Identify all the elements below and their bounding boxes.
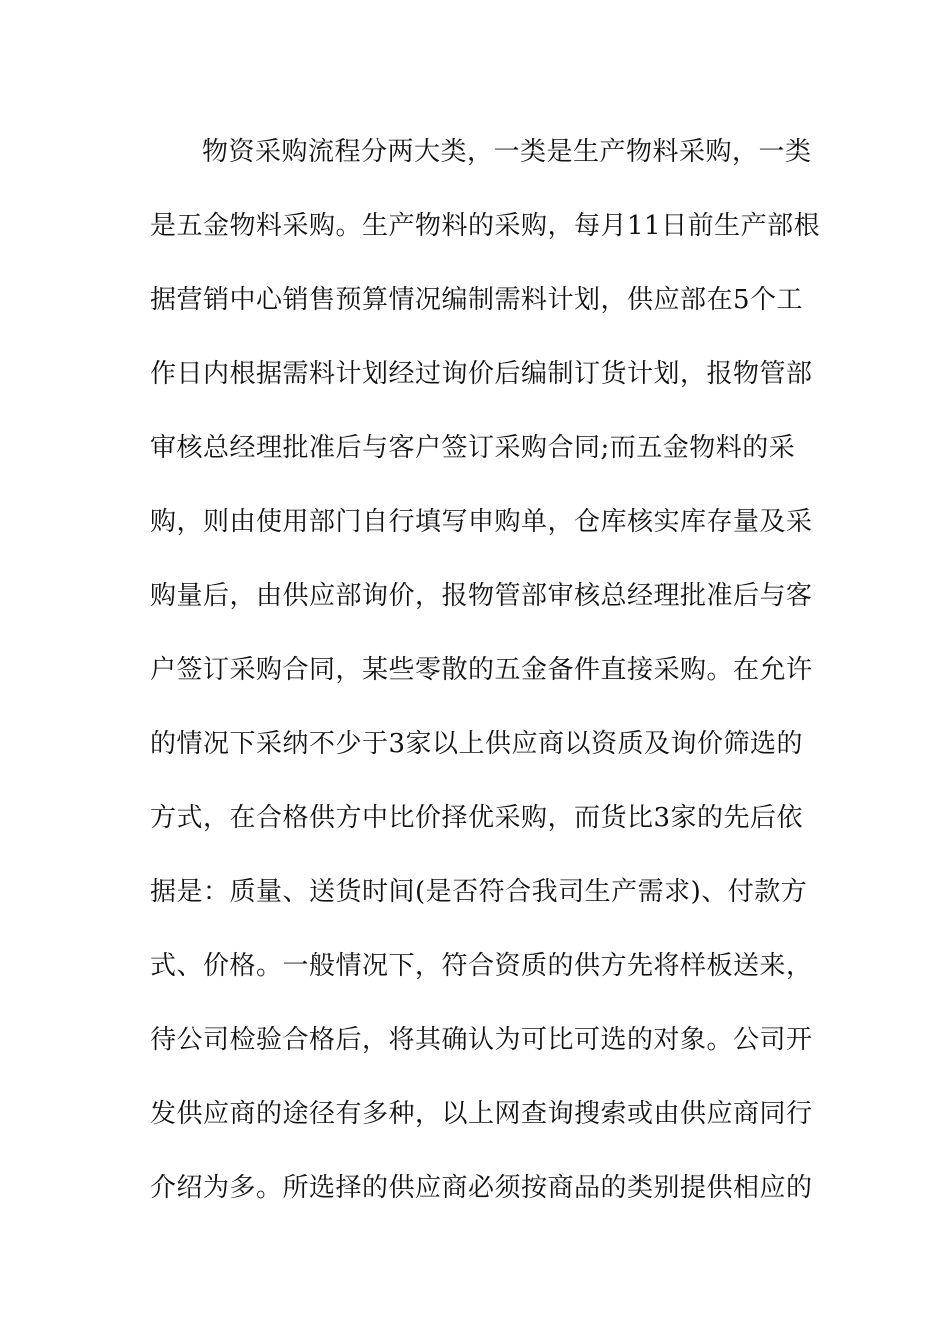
- text-line: 物资采购流程分两大类，一类是生产物料采购，一类: [202, 137, 812, 167]
- text-line: 审核总经理批准后与客户签订采购合同;而五金物料的采: [150, 433, 796, 463]
- text-line: 购，则由使用部门自行填写申购单，仓库核实库存量及采: [150, 507, 813, 537]
- text-line: 的情况下采纳不少于3家以上供应商以资质及询价筛选的: [150, 729, 804, 759]
- text-line: 介绍为多。所选择的供应商必须按商品的类别提供相应的: [150, 1173, 813, 1203]
- text-line: 式、价格。一般情况下，符合资质的供方先将样板送来，: [150, 951, 813, 981]
- text-line: 方式，在合格供方中比价择优采购，而货比3家的先后依: [150, 803, 804, 833]
- text-line: 据营销中心销售预算情况编制需料计划，供应部在5个工: [150, 285, 804, 315]
- paragraph: [150, 128, 821, 1238]
- text-line: 待公司检验合格后，将其确认为可比可选的对象。公司开: [150, 1025, 813, 1055]
- text-line: 是五金物料采购。生产物料的采购，每月11日前生产部根: [150, 211, 821, 241]
- text-line: 发供应商的途径有多种，以上网查询搜索或由供应商同行: [150, 1099, 813, 1129]
- text-line: 购量后，由供应部询价，报物管部审核总经理批准后与客: [150, 581, 813, 611]
- text-line: 户签订采购合同，某些零散的五金备件直接采购。在允许: [150, 655, 813, 685]
- text-line: 据是：质量、送货时间(是否符合我司生产需求)、付款方: [150, 877, 808, 907]
- text-line: 作日内根据需料计划经过询价后编制订货计划，报物管部: [150, 359, 813, 389]
